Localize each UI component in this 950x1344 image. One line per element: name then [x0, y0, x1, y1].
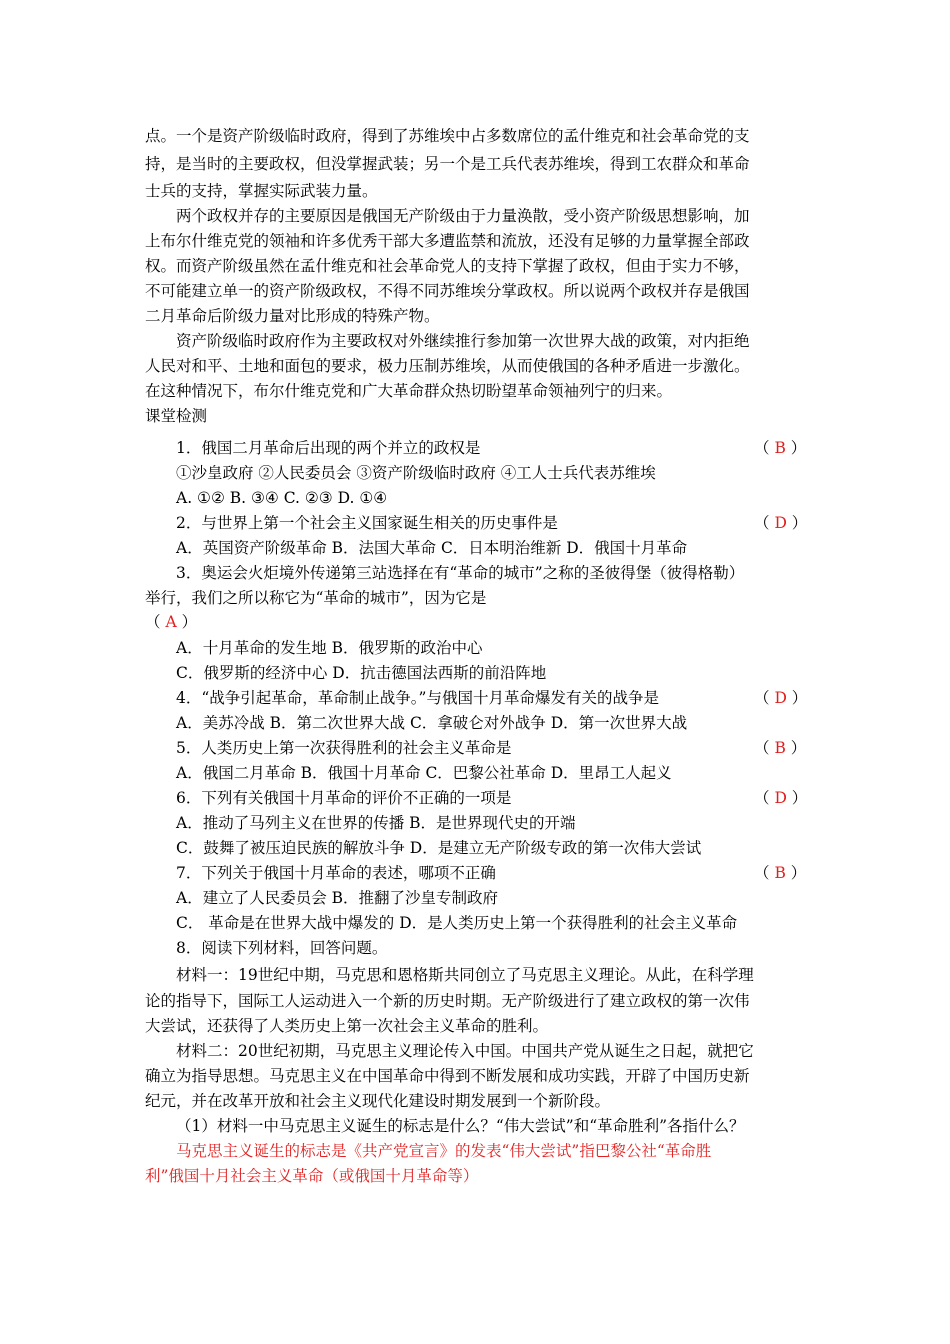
paragraph-line: 资产阶级临时政府作为主要政权对外继续推行参加第一次世界大战的政策，对内拒绝 — [176, 332, 750, 350]
answer-3: （ A ） — [145, 613, 198, 631]
material-line: 论的指导下，国际工人运动进入一个新的历史时期。无产阶级进行了建立政权的第一次伟 — [145, 992, 750, 1010]
answer-1: （ B ） — [754, 439, 807, 457]
question-4: 4．“战争引起革命，革命制止战争。”与俄国十月革命爆发有关的战争是 — [176, 689, 659, 707]
answer-line: 马克思主义诞生的标志是《共产党宣言》的发表“伟大尝试”指巴黎公社“革命胜 — [176, 1142, 712, 1160]
paragraph-line: 上布尔什维克党的领袖和许多优秀干部大多遭监禁和流放，还没有足够的力量掌握全部政 — [145, 232, 750, 250]
answer-6: （ D ） — [754, 789, 808, 807]
paragraph-line: 人民对和平、土地和面包的要求，极力压制苏维埃，从而使俄国的各种矛盾进一步激化。 — [145, 357, 750, 375]
answer-5: （ B ） — [754, 739, 807, 757]
question-6-options-2: C．鼓舞了被压迫民族的解放斗争 D．是建立无产阶级专政的第一次伟大尝试 — [176, 839, 702, 857]
question-3-cont: 举行，我们之所以称它为“革命的城市”，因为它是 — [145, 589, 487, 607]
question-1-items: ①沙皇政府 ②人民委员会 ③资产阶级临时政府 ④工人士兵代表苏维埃 — [176, 464, 656, 482]
paragraph-line: 两个政权并存的主要原因是俄国无产阶级由于力量涣散，受小资产阶级思想影响，加 — [176, 207, 750, 225]
paragraph-line: 持，是当时的主要政权，但没掌握武装；另一个是工兵代表苏维埃，得到工农群众和革命 — [145, 155, 750, 173]
paragraph-line: 士兵的支持，掌握实际武装力量。 — [145, 182, 378, 200]
sub-question: （1）材料一中马克思主义诞生的标志是什么？“伟大尝试”和“革命胜利”各指什么？ — [176, 1117, 745, 1135]
paragraph-line: 在这种情况下，布尔什维克党和广大革命群众热切盼望革命领袖列宁的归来。 — [145, 382, 673, 400]
material-line: 材料二：20世纪初期，马克思主义理论传入中国。中国共产党从诞生之日起，就把它 — [176, 1042, 754, 1060]
question-1: 1．俄国二月革命后出现的两个并立的政权是 — [176, 439, 481, 457]
question-3: 3．奥运会火炬境外传递第三站选择在有“革命的城市”之称的圣彼得堡（彼得格勒） — [176, 564, 745, 582]
answer-2: （ D ） — [754, 514, 808, 532]
question-7-options-1: A．建立了人民委员会 B．推翻了沙皇专制政府 — [176, 889, 499, 907]
paragraph-line: 不可能建立单一的资产阶级政权，不得不同苏维埃分掌政权。所以说两个政权并存是俄国 — [145, 282, 750, 300]
paragraph-line: 权。而资产阶级虽然在孟什维克和社会革命党人的支持下掌握了政权，但由于实力不够， — [145, 257, 750, 275]
paragraph-line: 点。一个是资产阶级临时政府，得到了苏维埃中占多数席位的孟什维克和社会革命党的支 — [145, 127, 750, 145]
answer-4: （ D ） — [754, 689, 808, 707]
question-6: 6．下列有关俄国十月革命的评价不正确的一项是 — [176, 789, 512, 807]
question-4-options: A．美苏冷战 B．第二次世界大战 C．拿破仑对外战争 D．第一次世界大战 — [176, 714, 688, 732]
question-2: 2．与世界上第一个社会主义国家诞生相关的历史事件是 — [176, 514, 558, 532]
material-line: 大尝试，还获得了人类历史上第一次社会主义革命的胜利。 — [145, 1017, 549, 1035]
section-title: 课堂检测 — [145, 407, 208, 425]
paragraph-line: 二月革命后阶级力量对比形成的特殊产物。 — [145, 307, 440, 325]
question-2-options: A．英国资产阶级革命 B．法国大革命 C．日本明治维新 D．俄国十月革命 — [176, 539, 688, 557]
question-1-options: A. ①② B. ③④ C. ②③ D. ①④ — [176, 489, 388, 507]
question-7: 7．下列关于俄国十月革命的表述，哪项不正确 — [176, 864, 496, 882]
material-line: 纪元，并在改革开放和社会主义现代化建设时期发展到一个新阶段。 — [145, 1092, 611, 1110]
question-7-options-2: C． 革命是在世界大战中爆发的 D．是人类历史上第一个获得胜利的社会主义革命 — [176, 914, 738, 932]
answer-line: 利”俄国十月社会主义革命（或俄国十月革命等） — [145, 1167, 479, 1185]
question-6-options-1: A．推动了马列主义在世界的传播 B．是世界现代史的开端 — [176, 814, 576, 832]
question-3-options-2: C．俄罗斯的经济中心 D．抗击德国法西斯的前沿阵地 — [176, 664, 547, 682]
material-line: 确立为指导思想。马克思主义在中国革命中得到不断发展和成功实践，开辟了中国历史新 — [145, 1067, 750, 1085]
question-5-options: A．俄国二月革命 B．俄国十月革命 C．巴黎公社革命 D．里昂工人起义 — [176, 764, 672, 782]
question-3-options-1: A．十月革命的发生地 B．俄罗斯的政治中心 — [176, 639, 483, 657]
question-5: 5．人类历史上第一次获得胜利的社会主义革命是 — [176, 739, 512, 757]
material-line: 材料一：19世纪中期，马克思和恩格斯共同创立了马克思主义理论。从此，在科学理 — [176, 966, 754, 984]
question-8: 8．阅读下列材料，回答问题。 — [176, 939, 388, 957]
answer-7: （ B ） — [754, 864, 807, 882]
